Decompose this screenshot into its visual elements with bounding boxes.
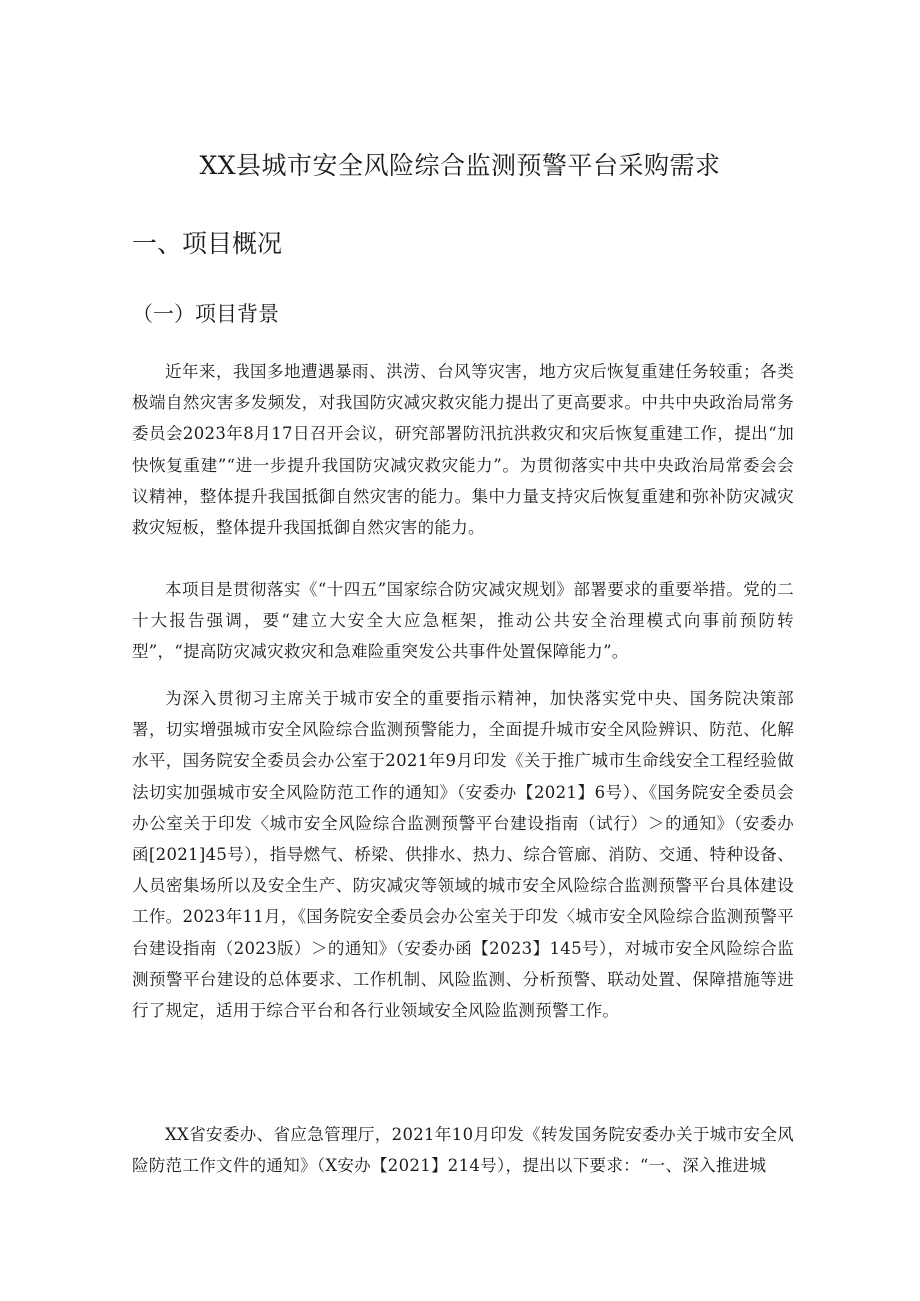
paragraph-background-3: 为深入贯彻习主席关于城市安全的重要指示精神，加快落实党中央、国务院决策部署，切实增强城市安全风险综合监测预警能力，全面提升城市安全风险辨识、防范、化解水平，国务院安全委员会办公室于2021年9月印发《关于推广城市生命线安全工程经验做法切实加强城市安全风险防范工作的通知》（安委办【2021】6号）、《国务院安全委员会办公室关于印发〈城市安全风险综合监测预警平台建设指南（试行）＞的通知》（安委办函[2021]45号），指导燃气、桥梁、供排水、热力、综合管廊、消防、交通、特种设备、人员密集场所以及安全生产、防灾减灾等领域的城市安全风险综合监测预警平台具体建设工作。2023年11月，《国务院安全委员会办公室关于印发〈城市安全风险综合监测预警平台建设指南（2023版）＞的通知》（安委办函【2023】145号），对城市安全风险综合监测预警平台建设的总体要求、工作机制、风险监测、分析预警、联动处置、保障措施等进行了规定，适用于综合平台和各行业领域安全风险监测预警工作。 [132,689,794,1021]
sub-heading: （一）项目背景 [132,302,279,326]
paragraph-background-2: 本项目是贯彻落实《“十四五”国家综合防灾减灾规划》部署要求的重要举措。党的二十大报告强调，要“建立大安全大应急框架，推动公共安全治理模式向事前预防转型”，“提高防灾减灾救灾和急难险重突发公共事件处置保障能力”。 [132,580,794,662]
section-heading: 一、项目概况 [132,229,283,258]
paragraph-background-4: XX省安委办、省应急管理厅，2021年10月印发《转发国务院安委办关于城市安全风险防范工作文件的通知》（X安办【2021】214号），提出以下要求：“一、深入推进城 [132,1125,794,1176]
document-title: XX县城市安全风险综合监测预警平台采购需求 [199,151,721,180]
paragraph-background-1: 近年来，我国多地遭遇暴雨、洪涝、台风等灾害，地方灾后恢复重建任务较重；各类极端自然灾害多发频发，对我国防灾减灾救灾能力提出了更高要求。中共中央政治局常务委员会2023年8月17日召开会议，研究部署防汛抗洪救灾和灾后恢复重建工作，提出“加快恢复重建”“进一步提升我国防灾减灾救灾能力”。为贯彻落实中共中央政治局常委会会议精神，整体提升我国抵御自然灾害的能力。集中力量支持灾后恢复重建和弥补防灾减灾救灾短板，整体提升我国抵御自然灾害的能力。 [132,362,794,538]
